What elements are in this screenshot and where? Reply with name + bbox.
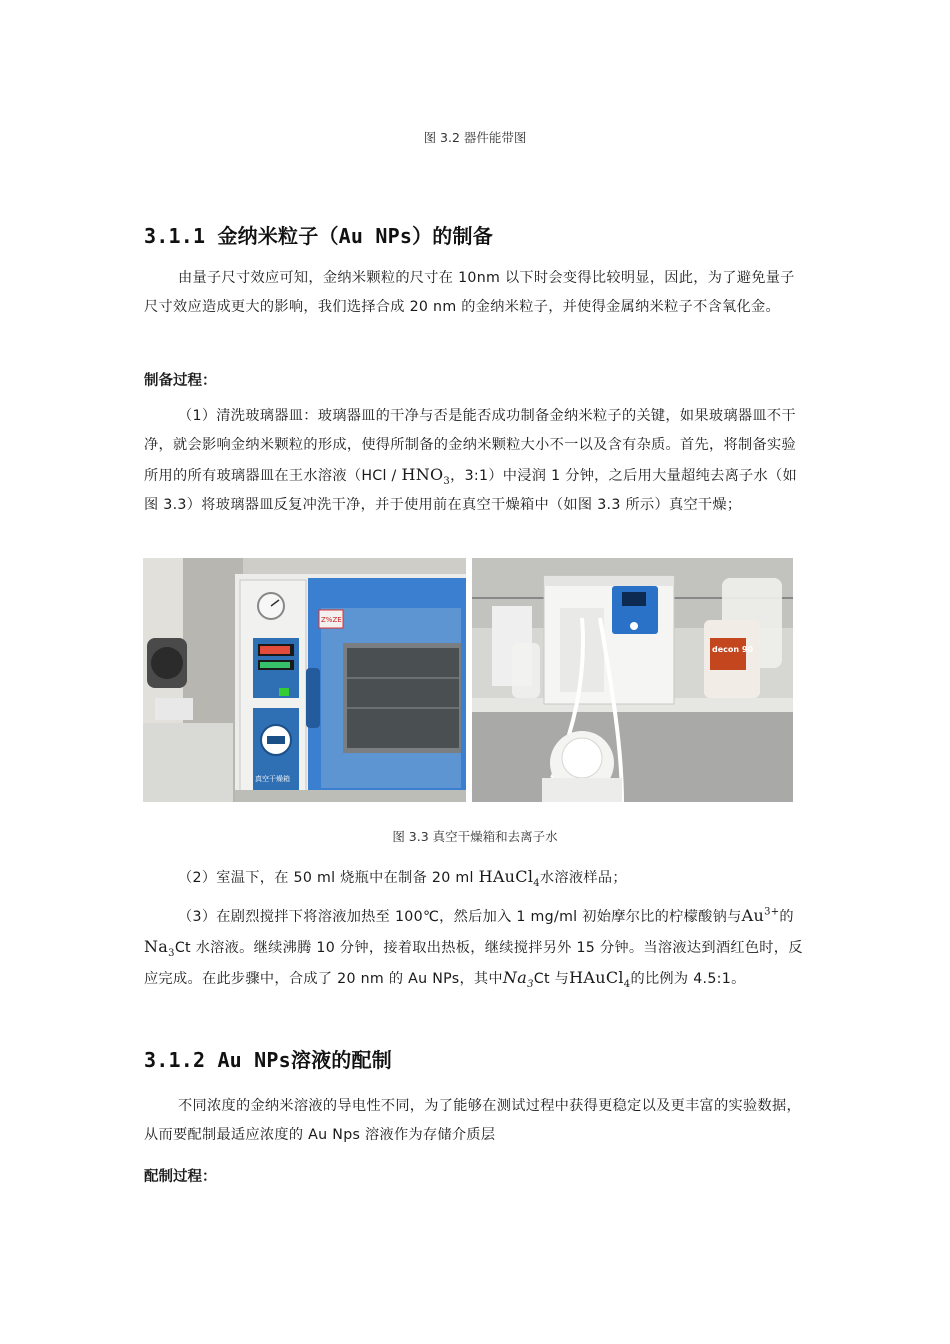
- deionized-water-photo: [472, 558, 793, 802]
- hno3-formula: $HNO_3$: [401, 465, 451, 488]
- oven-panel-label: 真空干燥箱: [255, 775, 290, 783]
- decon-bottle-label: decon 90: [712, 645, 754, 654]
- figure-3-3-caption: 图 3.3 真空干燥箱和去离子水: [392, 829, 558, 844]
- vacuum-oven-photo: [143, 558, 466, 802]
- section-3-1-2-heading: 3.1.2 Au NPs溶液的配制: [144, 1048, 392, 1072]
- step-1-text-b: ，3:1）中浸润 1 分钟，之后用大量超纯去离子水（如图 3.3）将玻璃器皿反复冲洗干净，并于使用前在真空干燥箱中（如图 3.3 所示）真空干燥；: [144, 468, 798, 513]
- figure-3-2-caption: 图 3.2 器件能带图: [423, 130, 527, 145]
- vacuum-oven-illustration: [143, 558, 466, 802]
- na3ct-formula-italic: $Na_3$: [502, 968, 534, 991]
- au3-formula: $Au^{3+}$: [741, 906, 780, 925]
- haucl4-formula-2: HAuCl$_4$: [569, 968, 631, 991]
- deionized-water-illustration: [472, 558, 793, 802]
- step-1-text-a: （1）清洗玻璃器皿：玻璃器皿的干净与否是能否成功制备金纳米粒子的关键，如果玻璃器皿不干净，就会影响金纳米颗粒的形成，使得所制备的金纳米颗粒大小不一以及含有杂质。首先，将制备实验所用的所有玻璃器皿在王水溶液（HCl /: [144, 408, 796, 484]
- section-3-1-1-intro: 由量子尺寸效应可知，金纳米颗粒的尺寸在 10nm 以下时会变得比较明显，因此，为了避免量子尺寸效应造成更大的影响，我们选择合成 20 nm 的金纳米粒子，并使得金属纳米粒子不含氧化金。: [144, 270, 795, 315]
- formulation-process-label: 配制过程：: [144, 1169, 217, 1185]
- oven-sticker-text: Z%ZE: [321, 616, 342, 624]
- section-3-1-1-heading: 3.1.1 金纳米粒子（Au NPs）的制备: [144, 224, 493, 248]
- na3ct-formula: $Na_3$: [144, 937, 175, 960]
- step-3-paragraph: （3）在剧烈搅拌下将溶液加热至 100℃，然后加入 1 mg/ml 初始摩尔比的柠檬酸钠与$Au^{3+}$的$Na_3Ct$ 水溶液。继续沸腾 10 分钟，接着取出热板，继续搅拌另外 15 分钟。当溶液达到酒红色时，反应完成。在此步骤中，合成了 20 nm 的 Au NPs，其中$Na_3Ct$ 与HAuCl$_4$的比例为 4.5:1。: [144, 906, 803, 991]
- preparation-process-label: 制备过程：: [144, 373, 217, 389]
- section-3-1-2-intro: 不同浓度的金纳米溶液的导电性不同，为了能够在测试过程中获得更稳定以及更丰富的实验数据，从而要配制最适应浓度的 Au Nps 溶液作为存储介质层: [144, 1098, 801, 1143]
- step-1-paragraph: [144, 402, 808, 520]
- step-2-paragraph: （2）室温下，在 50 ml 烧瓶中在制备 20 ml HAuCl$_4$水溶液样品；: [178, 867, 627, 890]
- haucl4-formula: HAuCl$_4$: [478, 867, 540, 890]
